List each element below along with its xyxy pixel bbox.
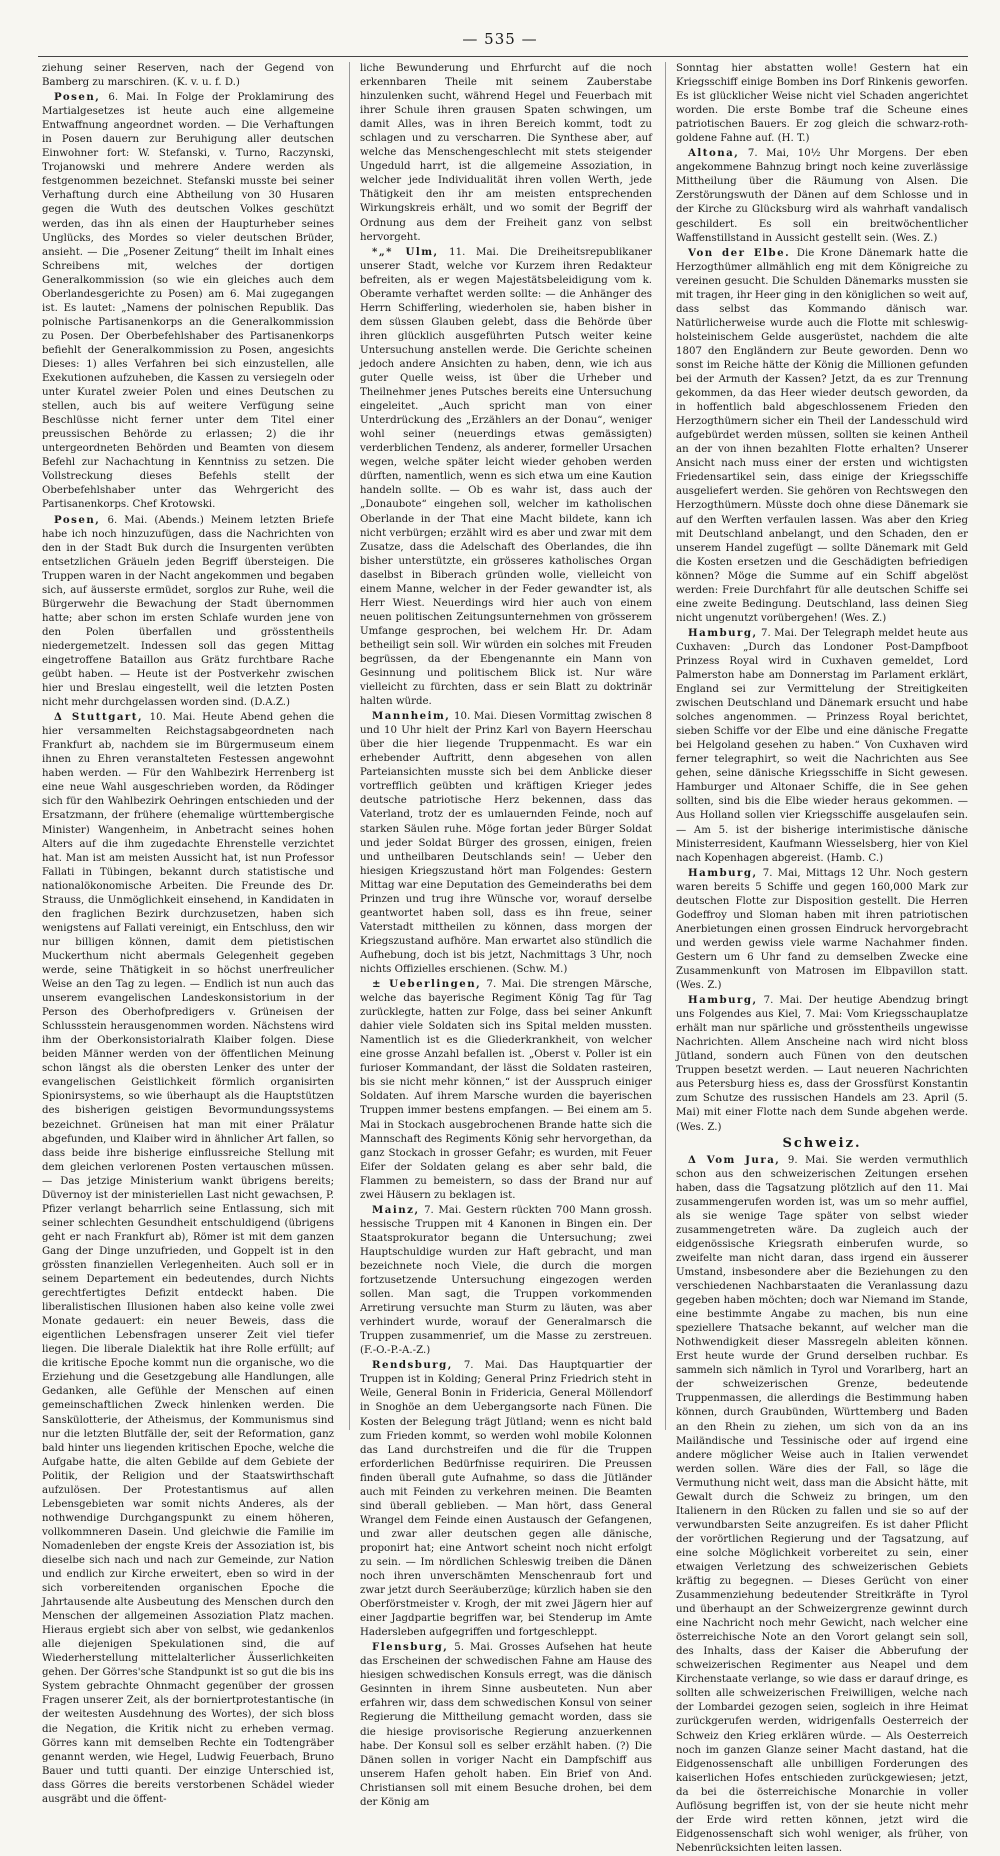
article-paragraph [360, 62, 652, 245]
dateline-place: Posen, [54, 91, 101, 104]
dateline-place: ± Ueberlingen, [372, 978, 482, 991]
article-paragraph [676, 866, 968, 993]
article-paragraph [360, 709, 652, 977]
dateline-place: Δ Stuttgart, [54, 711, 144, 724]
article-text: liche Bewunderung und Ehrfurcht auf die noch erkennbaren Theile mit seinem Zauberstabe hinzulenken sucht, während Hegel und Feuerbach mit ihrer Schule ihren grausen Spaten schwingen, um damit Alles, was in ihren Bereich kommt, todt zu schlagen und zu verscharren. Die Synthese aber, auf welche das Menschengeschlecht mit stets steigender Ungeduld harrt, ist die allgemeine Assoziation, in welcher jede Individualität ihren vollen Werth, jede Thätigkeit den ihr am meisten entsprechenden Wirkungskreis erhält, und wo somit der Begriff der Ordnung aus dem der Freiheit ganz von selbst hervorgeht. [360, 63, 652, 243]
article-paragraph [360, 245, 652, 710]
column-3 [676, 62, 968, 1854]
article-text: 7. Mai, Mittags 12 Uhr. Noch gestern waren bereits 5 Schiffe und gegen 160,000 Mark zur deutschen Flotte zur Disposition gestellt. Die Herren Godeffroy und Sloman haben mit ihren patriotischen Anerbietungen einen grossen Eindruck hervorgebracht und werden gewiss viele warme Nachahmer finden. Gestern um 6 Uhr fand zu demselben Zwecke eine Zusammenkunft von Matrosen im Elbpavillon statt. (Wes. Z.) [676, 867, 968, 992]
dateline-place: *„* Ulm, [372, 245, 439, 258]
article-paragraph [360, 1358, 652, 1640]
article-text: 7. Mai. Gestern rückten 700 Mann grossh. hessische Truppen mit 4 Kanonen in Bingen ein. Der Staatsprokurator begann die Untersuchung; zwei Hauptschuldige wurden zur Haft gebracht, und man bezeichnete noch Viele, die durch die morgen fortzusetzende Untersuchung eingezogen werden sollen. Man sagt, die Truppen vorkommenden Arretirung versuchte man Sturm zu läuten, was aber verhindert wurde, worauf der Generalmarsch die Truppen zusammenrief, um die Masse zu zerstreuen. (F.-O.-P.-A.-Z.) [360, 1204, 652, 1357]
article-text: 7. Mai. Die strengen Märsche, welche das bayerische Regiment König Tag für Tag zurücklegte, hatten zur Folge, dass bei seiner Ankunft dahier viele Soldaten sich ins Spital melden mussten. Namentlich ist es die Gliederkrankheit, von welcher eine grosse Anzahl befallen ist. „Oberst v. Poller ist ein furioser Kommandant, der lässt die Soldaten rasteiren, bis sie nicht mehr können,“ ist der Ausspruch einiger Soldaten. Auf ihrem Marsche wurden die bayerischen Truppen immer bestens empfangen. — Bei einem am 5. Mai in Stockach ausgebrochenen Brande hatte sich die Mannschaft des Regiments König sehr hervorgethan, da ganz Stockach in grosser Gefahr; es wurden, mit Feuer Eifer der Soldaten gelang es aber sehr bald, die Flammen zu bemeistern, so dass der Brand nur auf zwei Häusern zu beklagen ist. [360, 979, 652, 1201]
dateline-place: Von der Elbe. [688, 246, 791, 259]
article-paragraph [42, 710, 334, 1807]
article-text: 6. Mai. (Abends.) Meinem letzten Briefe habe ich noch hinzuzufügen, dass die Nachrichten von den in der Stadt Buk durch die Insurgenten verübten entsetzlichen Gräueln jeden Begriff übersteigen. Die Truppen waren in der Nacht angekommen und begaben sich, auf äusserste ermüdet, sorglos zur Ruhe, weil die Bürgerwehr die Bewachung der Stadt übernommen hatte; aber schon im ersten Schlafe wurden jene von den Polen überfallen und grösstentheils niedergemetzelt. Indessen soll das gegen Mittag eingetroffene Bataillon aus Grätz furchtbare Rache geübt haben. — Heute ist der Postverkehr zwischen hier und Breslau eingestellt, weil die letzten Posten nicht mehr durchgelassen worden sind. (D.A.Z.) [42, 514, 334, 709]
article-paragraph [360, 1640, 652, 1810]
article-text: 10. Mai. Diesen Vormittag zwischen 8 und 10 Uhr hielt der Prinz Karl von Bayern Heerschau über die hier liegende Truppenmacht. Es war ein erhebender Auftritt, denn abgesehen von allen Parteiansichten musste sich bei dem Anblicke dieser vortrefflich geübten und kräftigen Krieger jedes deutsche patriotische Herz bekennen, dass das Vaterland, trotz der es umlauernden Feinde, noch auf starken Säulen ruhe. Möge fortan jeder Bürger Soldat und jeder Soldat Bürger des grossen, einigen, freien und untheilbaren Deutschlands sein! — Ueber den hiesigen Kriegszustand hört man Folgendes: Gestern Mittag war eine Deputation des Gemeinderaths bei dem Prinzen und trug ihre Wünsche vor, worauf derselbe geantwortet haben soll, dass es ihn freue, seiner Vaterstadt mittheilen zu können, dass morgen der Kriegszustand aufhöre. Man erwartet also stündlich die Aufhebung, doch ist bis jetzt, Nachmittags 3 Uhr, noch nichts Offizielles erschienen. (Schw. M.) [360, 711, 652, 975]
article-paragraph [676, 993, 968, 1134]
article-text: 5. Mai. Grosses Aufsehen hat heute das Erscheinen der schwedischen Fahne am Hause des hiesigen schwedischen Konsuls erregt, was die dänisch Gesinnten in ihrem Sinne ausbeuteten. Nun aber erfahren wir, dass dem schwedischen Konsul von seiner Regierung die Mittheilung gemacht worden, dass sie die hiesige provisorische Regierung anzuerkennen habe. Der Konsul soll es selber erzählt haben. (?) Die Dänen sollen in voriger Nacht ein Dampfschiff aus unserem Hafen geholt haben. Ein Brief von And. Christiansen soll mit einem Besuche drohen, bei dem der König am [360, 1642, 652, 1808]
article-text: 6. Mai. In Folge der Proklamirung des Martialgesetzes ist heute auch eine allgemeine Entwaffnung angeordnet worden. — Die Verhaftungen in Posen dauern zur Beruhigung aller deutschen Einwohner fort: W. Stefanski, v. Turno, Raczynski, Trojanowski und mehrere Andere werden als festgenommen bezeichnet. Stefanski musste bei seiner Verhaftung durch eine Abtheilung von 30 Husaren gegen die Wuth des deutschen Volkes geschützt werden, das ihn als einen der Haupturheber seines Unglücks, des Mordes so vieler deutschen Brüder, ansieht. — Die „Posener Zeitung“ theilt im Inhalt eines Schreibens mit, welches der dortigen Generalkommission (so wie ein gleiches auch dem Oberlandesgerichte zu Posen) am 6. Mai zugegangen ist. Es lautet: „Namens der polnischen Republik. Das polnische Partisanenkorps an die Generalkommission zu Posen. Der Oberbefehlshaber des Partisanenkorps befiehlt der Generalkommission zu Posen, angesichts Dieses: 1) alles Verfahren bei sich einzustellen, alle Exekutionen aufzuheben, die Kassen zu versiegeln oder unter Kuratel zweier Polen und eines Deutschen zu stellen, auch bis auf weitere Verfügung seine Beschlüsse nicht ferner unter dem Titel einer preussischen Behörde zu erlassen; 2) die ihr untergeordneten Behörden und Beamten von diesem Befehl zur Nachachtung in Kenntniss zu setzen. Die Vollstreckung dieses Befehls stellt der Oberbefehlshaber unter das Wehrgericht des Partisanenkorps. Chef Krotowski. [42, 92, 334, 511]
dateline-place: Δ Vom Jura, [688, 1153, 781, 1166]
dateline-place: Hamburg, [688, 866, 758, 879]
dateline-place: Hamburg, [688, 626, 758, 639]
dateline-place: Hamburg, [688, 994, 758, 1007]
header-rule [38, 56, 968, 57]
article-text: 7. Mai. Das Hauptquartier der Truppen ist in Kolding; General Prinz Friedrich steht in Weile, General Bonin in Fridericia, General Möllendorf in Snoghöe an dem Uebergangsorte nach Fünen. Die Kosten der Belegung trägt Jütland; wenn es nicht bald zum Frieden kommt, so werden wohl mobile Kolonnen das Land durchstreifen und die für die Truppen erforderlichen Bedürfnisse requiriren. Die Preussen finden überall gute Aufnahme, so dass die Jütländer auch mit Feinden zu verkehren meinen. Die Beamten sind überall geblieben. — Man hört, dass General Wrangel dem Feinde einen Austausch der Gefangenen, und zwar aller deutschen gegen alle dänische, proponirt hat; eine Antwort scheint noch nicht erfolgt zu sein. — Im nördlichen Schleswig treiben die Dänen noch ihren unverschämten Menschenraub fort und zwar jetzt durch Seeräuberzüge; kürzlich haben sie den Oberförstmeister v. Krogh, der mit zwei Jägern hier auf einer Jagdpartie begriffen war, bei Stenderup im Amte Hadersleben aufgegriffen und fortgeschleppt. [360, 1360, 652, 1639]
dateline-place: Mainz, [372, 1203, 420, 1216]
article-paragraph [676, 146, 968, 245]
article-paragraph [42, 62, 334, 90]
article-text: 9. Mai. Sie werden vermuthlich schon aus den schweizerischen Zeitungen ersehen haben, dass die Tagsatzung plötzlich auf den 11. Mai zusammengerufen worden ist, was um so mehr auffiel, als sie wenige Tage später von selbst wieder zusammengetreten wäre. Da zugleich auch der eidgenössische Kriegsrath einberufen wurde, so zweifelte man nicht daran, dass irgend ein äusserer Umstand, insbesondere aber die Beziehungen zu den verschiedenen Nachbarstaaten die Veranlassung dazu gegeben haben möchten; doch war Niemand im Stande, eine bestimmte Angabe zu machen, bis nun eine speziellere Thatsache bekannt, auf welcher man die Nothwendigkeit dieser Massregeln ableiten können. Erst heute wurde der Grund derselben ruchbar. Es sammeln sich nämlich in Tyrol und Vorarlberg, hart an der schweizerischen Grenze, bedeutende Truppenmassen, die allerdings die Bestimmung haben können, durch Graubünden, Württemberg und Baden an den Rhein zu ziehen, um sich von da an ins Mailändische und Tessinische oder auf irgend eine andere möglicher Weise auch in Italien verwendet werden sollen. Wäre dies der Fall, so läge die Vermuthung nicht weit, dass man die Absicht hätte, mit Gewalt durch die Schweiz zu bringen, um den Italienern in den Rücken zu fallen und sie so auf der verwundbarsten Seite anzugreifen. Es ist daher Pflicht der vorörtlichen Regierung und der Tagsatzung, auf eine solche Möglichkeit vorbereitet zu sein, einer etwaigen Verletzung des schweizerischen Gebiets kräftig zu begegnen. — Dieses Gerücht von einer Zusammenziehung bedeutender Streitkräfte in Tyrol und überhaupt an der Schweizergrenze gewinnt durch eine Nachricht noch mehr Gewicht, nach welcher eine österreichische Note an den Vorort gelangt sein soll, des Inhalts, dass der Kaiser die Abberufung der schweizerischen Regimenter aus Neapel und dem Kirchenstaate verlange, so wie dass er darauf dringe, es sollten alle schweizerischen Freiwilligen, welche nach der Lombardei gezogen seien, sogleich in ihre Heimat zurückgerufen werden, widrigenfalls Oesterreich der Schweiz den Krieg erklären würde. — Als Oesterreich noch im ganzen Glanze seiner Macht dastand, hat die Eidgenossenschaft alle unbilligen Forderungen des kaiserlichen Hofes entschieden zurückgewiesen; jetzt, da bei die österreichische Monarchie in voller Auflösung begriffen ist, von der sie heute nicht mehr der Erde wird retten können, jetzt wird die Eidgenossenschaft sich wohl weniger, als früher, von Nebenrücksichten leiten lassen. [676, 1154, 968, 1854]
dateline-place: Rendsburg, [372, 1359, 453, 1372]
article-paragraph [360, 977, 652, 1203]
article-text: Die Krone Dänemark hatte die Herzogthümer allmählich eng mit dem Königreiche zu vereinen gesucht. Die Schulden Dänemarks mussten sie mit tragen, ihr Heer ging in den königlichen so weit auf, dass selbst das Kommando dänisch war. Natürlicherweise wurde auch die Flotte mit schleswig-holsteinischem Gelde ausgerüstet, nachdem die alte 1807 den Engländern zur Beute geworden. Denn wo sonst im Reiche hätte der König die Millionen gefunden bei der Armuth der Kassen? Jetzt, da es zur Trennung gekommen, da das Heer wieder deutsch geworden, da in hoffentlich bald abgeschlossenem Frieden den Herzogthümern sicher ein Theil der Landesschuld wird aufgebürdet werden müssen, sollten sie keinen Antheil an der von ihnen bezahlten Flotte erhalten? Unserer Ansicht nach muss einer der ersten und wichtigsten Friedensartikel sein, dass einige der Kriegsschiffe ausgeliefert werden. Sie gehören von Rechtswegen den Herzogthümern. Müsste doch ohne diese Dänemark sie auf den Werften verfaulen lassen. Was aber den Krieg mit Deutschland anbelangt, und den Schaden, den er unserem Handel zugefügt — sollte Dänemark mit Geld die Kosten ersetzen und die Geschädigten befriedigen können? Möge die Summe auf ein Schiff abgelöst werden: Freie Durchfahrt für alle deutschen Schiffe sei eine zweite Bedingung. Deutschland, lass deinen Sieg nicht ungenutzt vorübergehen! (Wes. Z.) [676, 247, 968, 624]
article-text: ziehung seiner Reserven, nach der Gegend von Bamberg zu marschiren. (K. v. u. f. D.) [42, 63, 334, 89]
article-paragraph [42, 90, 334, 512]
article-paragraph [676, 246, 968, 626]
dateline-place: Flensburg, [372, 1641, 449, 1654]
dateline-place: Mannheim, [372, 710, 451, 723]
column-1 [42, 62, 334, 1805]
article-paragraph [676, 62, 968, 146]
article-paragraph [676, 626, 968, 866]
column-separator [349, 62, 350, 1430]
section-heading: Schweiz. [782, 1135, 862, 1151]
article-paragraph [360, 1203, 652, 1359]
article-text: 7. Mai, 10½ Uhr Morgens. Der eben angekommene Bahnzug bringt noch keine zuverlässige Mittheilung über die Räumung von Alsen. Die Zerstörungswuth der Dänen auf dem Schlosse und in der Kirche zu Glücksburg wird als wahrhaft vandalisch geschildert. Es soll ein breitwöchentlicher Waffenstillstand in Aussicht gestellt sein. (Wes. Z.) [676, 148, 968, 244]
column-separator [665, 62, 666, 1430]
page-number: — 535 — [462, 30, 538, 48]
column-2 [360, 62, 652, 1808]
article-text: 7. Mai. Der Telegraph meldet heute aus Cuxhaven: „Durch das Londoner Post-Dampfboot Prinzess Royal wird in Cuxhaven gemeldet, Lord Palmerston habe am Donnerstag im Parlament erklärt, England sei zur Vermittelung der Streitigkeiten zwischen Deutschland und Dänemark ersucht und habe solches angenommen. — Prinzess Royal berichtet, sieben Schiffe vor der Elbe und eine dänische Fregatte bei Helgoland gesehen zu haben.“ Von Cuxhaven wird ferner telegraphirt, so weit die Nachrichten aus See gehen, seine dänische Kriegsschiffe in Sicht gewesen. Hamburger und Altonaer Schiffe, die in See gehen sollten, sind bis die Elbe wieder heraus gekommen. — Aus Holland sollen vier Kriegsschiffe ausgelaufen sein. — Am 5. ist der bisherige interimistische dänische Ministerresident, Kaufmann Wiesselsberg, hier von Kiel nach Kopenhagen abgereist. (Hamb. C.) [676, 627, 968, 864]
article-text: 10. Mai. Heute Abend gehen die hier versammelten Reichstagsabgeordneten nach Frankfurt ab, nachdem sie im Bürgermuseum einem ihnen zu Ehren veranstalteten Festessen angewohnt haben werden. — Für den Wahlbezirk Herrenberg ist eine neue Wahl ausgeschrieben worden, da Rödinger sich für den Wahlbezirk Oehringen entschieden und der Ersatzmann, der frühere (ehemalige württembergische Minister) Wangenheim, in Anbetracht seines hohen Alters auf die ihm zugedachte Ehrenstelle verzichtet hat. Man ist am meisten Aussicht hat, ist nun Professor Fallati in Tübingen, bekannt durch statistische und nationalökonomische Arbeiten. Die Freunde des Dr. Strauss, die Unmöglichkeit einsehend, in Kandidaten in den fraglichen Bezirk durchzusetzen, haben sich wenigstens auf Fallati vereinigt, ein Entschluss, den wir nur billigen können, damit dem pietistischen Muckerthum nicht abermals Gelegenheit gegeben werde, seine Thätigkeit in so höchst unerfreulicher Weise an den Tag zu legen. — Endlich ist nun auch das unserem evangelischen Landeskonsistorium in der Person des Oberhofpredigers v. Grüneisen der Schlussstein herausgenommen worden. Nächstens wird ihm der Oberkonsistorialrath Klaiber folgen. Diese beiden Männer werden von der öffentlichen Meinung schon längst als die obersten Lenker des unter der evangelischen Geistlichkeit förmlich organisirten Spionirsystems, so wie überhaupt als die Hauptstützen des bisherigen geistigen Bevormundungssystems bezeichnet. Grüneisen hat man mit einer Prälatur abgefunden, und Klaiber wird in ähnlicher Art fallen, so dass beide ihre bisherige einflussreiche Stellung mit dem gleichen verlorenen Posten vertauschen müssen. — Das jetzige Ministerium wankt übrigens bereits; Düvernoy ist der ministeriellen Last nicht gewachsen, P. Pfizer verlangt beharrlich seine Entlassung, sich mit seiner schlechten Gesundheit entschuldigend (übrigens geht er nach Frankfurt ab), Römer ist mit dem ganzen Gang der Dinge unzufrieden, und Goppelt ist in den grössten finanziellen Verlegenheiten. Auch soll er in seinem Departement ein bedeutendes, durch Nichts gerechtfertigtes Defizit entdeckt haben. Die liberalistischen Illusionen haben also keine volle zwei Monate gedauert: ein neuer Beweis, dass die eigentlichen Lebensfragen unserer Zeit viel tiefer liegen. Die liberale Dialektik hat ihre Rolle erfüllt; auf die kritische Epoche kommt nun die organische, wo die Erziehung und die Gesetzgebung alle Handlungen, alle Gedanken, alle Gefühle der Menschen auf einen gemeinschaftlichen Zweck hinlenken werden. Die Sanskülotterie, der Atheismus, der Kommunismus sind nur die letzten Blutfälle der, seit der Reformation, ganz bald hinter uns liegenden kritischen Epoche, welche die Aufgabe hatte, die alten Gebilde auf dem Gebiete der Politik, der Religion und der Staatswirthschaft aufzulösen. Der Protestantismus auf allen Lebensgebieten war somit nichts Anderes, als der nothwendige Durchgangspunkt zu einem höheren, vollkommneren Dasein. Und gleichwie die Familie im Nomadenleben der engste Kreis der Assoziation ist, bis dieselbe sich nach und nach zur Gemeinde, zur Nation und endlich zur Kirche erweitert, eben so wird in der sich vorbereitenden organischen Epoche die Jahrtausende alte Ausbeutung des Menschen durch den Menschen der allgemeinen Assoziation Platz machen. Hieraus ergiebt sich aber von selbst, wie gedankenlos alle diejenigen Spekulationen sind, die auf Wiederherstellung mittelalterlicher Äusserlichkeiten gehen. Der Görres'sche Standpunkt ist so gut die bis ins System gebrachte Ohnmacht gegenüber der grossen Fragen unserer Zeit, als der borniertprotestantische (in der weitesten Ausdehnung des Wortes), der sich bloss die Negation, die Kritik nicht zu erheben vermag. Görres kann mit demselben Rechte ein Todtengräber genannt werden, wie Hegel, Ludwig Feuerbach, Bruno Bauer und tutti quanti. Der einzige Unterschied ist, dass Görres die bereits verstorbenen Schädel wieder ausgräbt und die öffent- [42, 712, 334, 1805]
article-text: Sonntag hier abstatten wolle! Gestern hat ein Kriegsschiff einige Bomben ins Dorf Rinkenis geworfen. Es ist glücklicher Weise nicht viel Schaden angerichtet worden. Die erste Bombe traf die Scheune eines patriotischen Bauers. Er zog gleich die schwarz-roth-goldene Fahne auf. (H. T.) [676, 63, 968, 145]
article-text: 11. Mai. Die Dreiheitsrepublikaner unserer Stadt, welche vor Kurzem ihren Redakteur befreiten, als er wegen Majestätsbeleidigung vom k. Oberamte verhaftet werden sollte: — die Anhänger des Herrn Schifferling, wiederholen sie, haben bisher in dem süssen Glauben gelebt, dass die Behörde über ihren glücklich ausgeführten Putsch weiter keine Untersuchung anstellen werde. Die Gerichte scheinen jedoch andere Ansichten zu haben, denn, wie ich aus guter Quelle weiss, ist über die Urheber und Theilnehmer jenes Putsches bereits eine Untersuchung eingeleitet. „Auch spricht man von einer Unterdrückung des „Erzählers an der Donau“, weniger wohl seiner (neuerdings etwas gemässigten) verderblichen Tendenz, als anderer, formeller Ursachen wegen, welche später leicht wieder gehoben werden dürften, namentlich, wenn es sich etwa um eine Kaution handeln sollte. — Ob es wahr ist, dass auch der „Donaubote“ eingehen soll, welcher im katholischen Oberlande in der That eine Macht bildete, kann ich nicht verbürgen; erzählt wird es aber und zwar mit dem Zusatze, dass die Adelschaft des Oberlandes, die ihn bisher unterstützte, ein grösseres katholisches Organ daselbst in Biberach gründen wolle, vielleicht von einem Manne, welcher in der Feder gewandter ist, als Herr Wiest. Neuerdings wird hier auch von einem neuen politischen Zeitungsunternehmen von grösserem Umfange gesprochen, bei welchem Hr. Dr. Adam betheiligt sein soll. Wir würden ein solches mit Freuden begrüssen, da der Ebengenannte ein Mann von Gesinnung und politischem Blick ist. Nur wäre vielleicht zu fürchten, dass er sein Blatt zu doktrinär halten würde. [360, 246, 652, 708]
dateline-place: Posen, [54, 513, 101, 526]
dateline-place: Altona, [688, 147, 740, 160]
article-paragraph [42, 513, 334, 711]
article-paragraph [676, 1153, 968, 1856]
article-text: 7. Mai. Der heutige Abendzug bringt uns Folgendes aus Kiel, 7. Mai: Vom Kriegsschauplatze erhält man nur spärliche und grösstentheils ungewisse Nachrichten. Allem Anscheine nach wird nicht bloss Jütland, sondern auch Fünen von den deutschen Truppen besetzt werden. — Laut neueren Nachrichten aus Petersburg hiess es, dass der Grossfürst Konstantin zum Schutze des russischen Handels am 23. April (5. Mai) mit einer Flotte nach dem Sunde abgehen werde. (Wes. Z.) [676, 995, 968, 1133]
